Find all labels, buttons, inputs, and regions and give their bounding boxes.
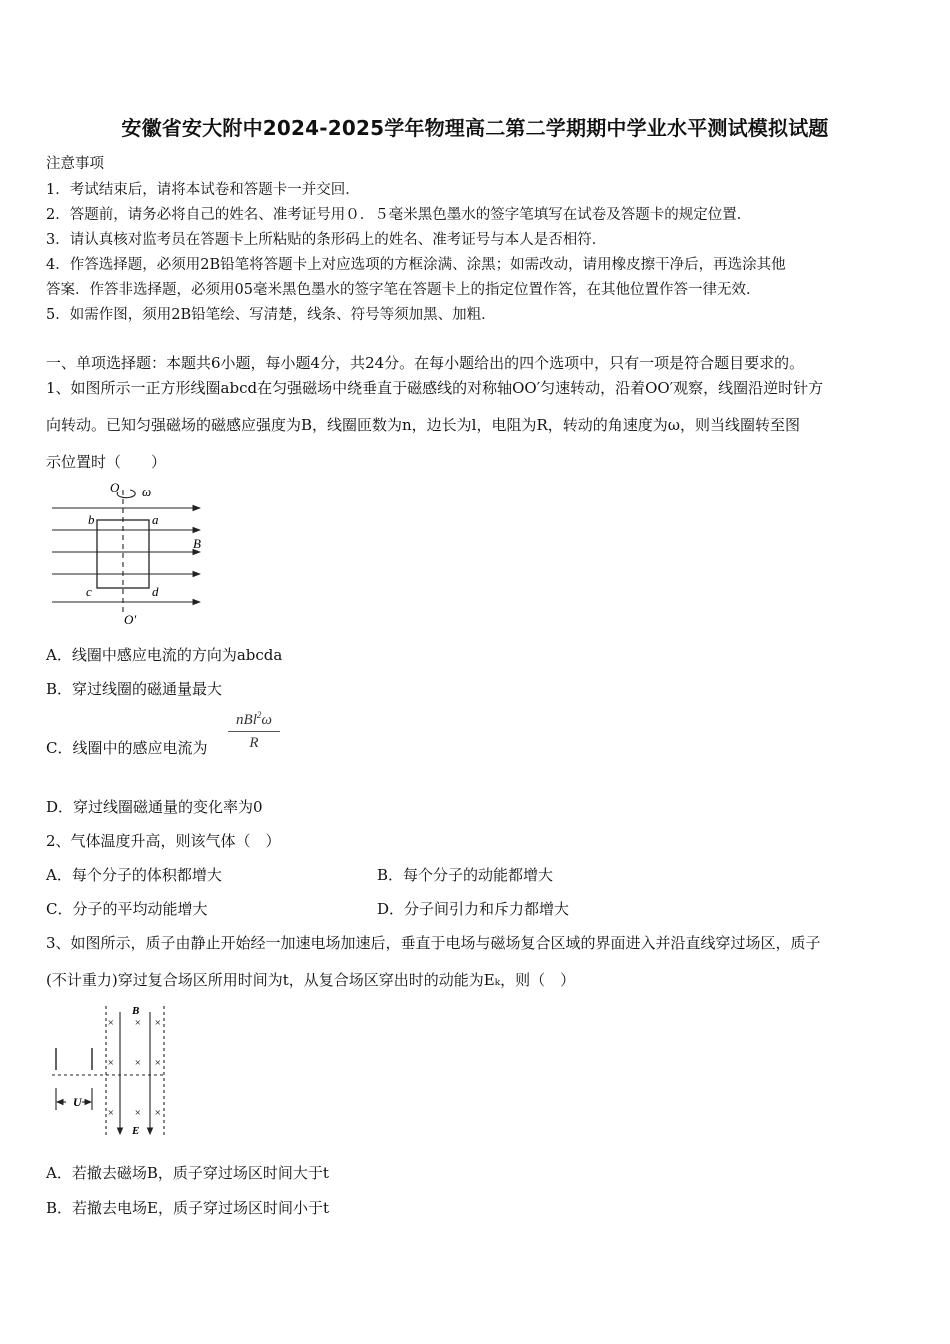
q1-stem-line3: 示位置时（ ） xyxy=(46,453,167,471)
notice-item-4: 4．作答选择题，必须用2B铅笔将答题卡上对应选项的方框涂满、涂黑；如需改动，请用橡皮擦干净后，再选涂其他 xyxy=(46,257,786,273)
notice-item-4-cont: 答案．作答非选择题，必须用05毫米黑色墨水的签字笔在答题卡上的指定位置作答，在其他位置作答一律无效． xyxy=(46,282,761,298)
cross-mark: × xyxy=(154,1057,162,1069)
cross-mark: × xyxy=(154,1017,162,1029)
label-d: d xyxy=(152,584,159,599)
fraction-denominator: R xyxy=(249,735,259,751)
q1-option-a: A．线圈中感应电流的方向为abcda xyxy=(46,646,283,664)
label-c: c xyxy=(86,584,92,599)
rotation-arrow xyxy=(117,490,135,498)
page-title: 安徽省安大附中2024-2025学年物理高二第二学期期中学业水平测试模拟试题 xyxy=(121,116,829,140)
q3-option-b: B．若撤去电场E，质子穿过场区时间小于t xyxy=(46,1199,330,1217)
q3-stem-line2: (不计重力)穿过复合场区所用时间为t，从复合场区穿出时的动能为Eₖ，则（ ） xyxy=(46,971,576,989)
label-omega: ω xyxy=(142,484,152,499)
q2-option-b: B．每个分子的动能都增大 xyxy=(377,866,554,884)
label-b: b xyxy=(88,512,95,527)
cross-mark: × xyxy=(154,1107,162,1119)
q3-stem-line1: 3、如图所示，质子由静止开始经一加速电场加速后，垂直于电场与磁场复合区域的界面进入并沿直线穿过场区，质子 xyxy=(46,934,821,952)
fraction-numerator: nBl xyxy=(236,712,257,728)
q2-option-a: A．每个分子的体积都增大 xyxy=(46,866,222,884)
label-O-prime: O′ xyxy=(124,612,137,626)
cross-mark: × xyxy=(107,1017,115,1029)
q2-option-c: C．分子的平均动能增大 xyxy=(46,900,208,918)
cross-mark: × xyxy=(134,1107,142,1119)
notice-item-5: 5．如需作图，须用2B铅笔绘、写清楚，线条、符号等须加黑、加粗． xyxy=(46,307,496,323)
label-a: a xyxy=(152,512,159,527)
q3-option-a: A．若撤去磁场B，质子穿过场区时间大于t xyxy=(46,1164,329,1182)
cross-mark: × xyxy=(134,1057,142,1069)
q1-option-b: B．穿过线圈的磁通量最大 xyxy=(46,680,223,698)
label-U: U xyxy=(73,1095,82,1109)
label-O: O xyxy=(110,480,120,495)
q1-option-d: D．穿过线圈磁通量的变化率为0 xyxy=(46,798,263,816)
section-heading: 一、单项选择题：本题共6小题，每小题4分，共24分。在每小题给出的四个选项中，只有一项是符合题目要求的。 xyxy=(46,354,805,372)
label-E-field: E xyxy=(132,1125,140,1137)
notice-heading: 注意事项 xyxy=(46,156,104,172)
q2-stem: 2、气体温度升高，则该气体（ ） xyxy=(46,832,281,850)
q3-field-figure xyxy=(48,1002,178,1142)
q1-coil-figure xyxy=(48,478,218,626)
cross-mark: × xyxy=(107,1057,115,1069)
notice-item-2: 2．答题前，请务必将自己的姓名、准考证号用０．５毫米黑色墨水的签字笔填写在试卷及答题卡的规定位置． xyxy=(46,207,752,223)
q2-option-d: D．分子间引力和斥力都增大 xyxy=(377,900,570,918)
notice-item-1: 1．考试结束后，请将本试卷和答题卡一并交回． xyxy=(46,182,360,198)
notice-item-3: 3．请认真核对监考员在答题卡上所粘贴的条形码上的姓名、准考证号与本人是否相符． xyxy=(46,232,607,248)
label-B-field: B xyxy=(132,1005,140,1017)
q1-option-c-fraction xyxy=(228,710,280,752)
cross-mark: × xyxy=(107,1107,115,1119)
fraction-numerator-omega: ω xyxy=(261,712,272,728)
q1-stem-line2: 向转动。已知匀强磁场的磁感应强度为B，线圈匝数为n，边长为l，电阻为R，转动的角速度为ω，则当线圈转至图 xyxy=(46,416,801,434)
cross-mark: × xyxy=(134,1017,142,1029)
q1-stem-line1: 1、如图所示一正方形线圈abcd在匀强磁场中绕垂直于磁感线的对称轴OO′匀速转动，沿着OO′观察，线圈沿逆时针方 xyxy=(46,379,824,397)
label-B: B xyxy=(193,536,201,551)
fraction-exponent: 2 xyxy=(256,710,262,720)
q1-option-c: C．线圈中的感应电流为 xyxy=(46,739,208,757)
